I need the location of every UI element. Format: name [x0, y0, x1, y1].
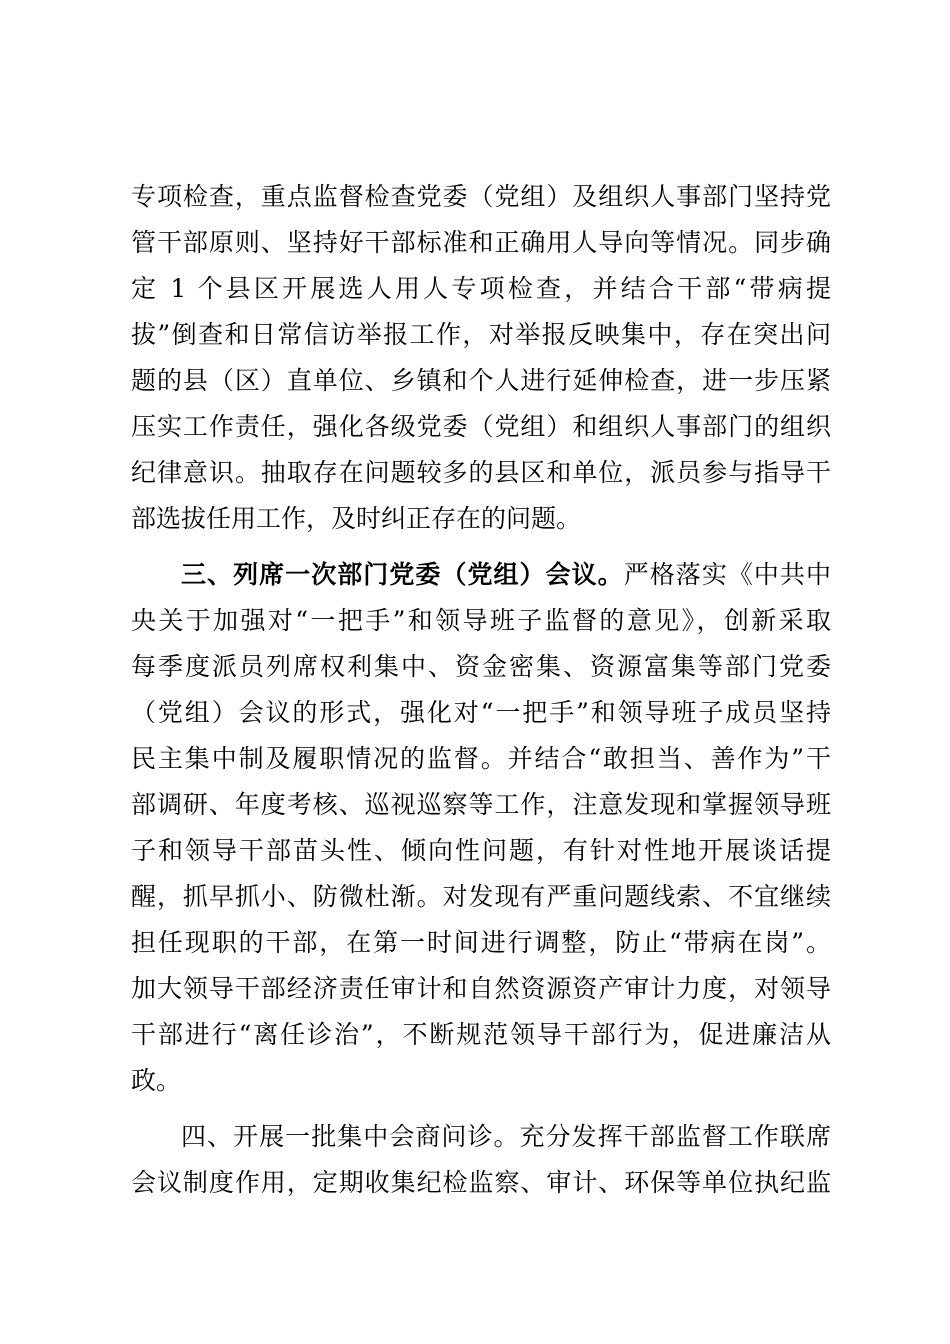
text-line-first: [181, 555, 831, 595]
text-line: 纪律意识。抽取存在问题较多的县区和单位，派员参与指导干: [131, 458, 831, 487]
text-line: 管干部原则、坚持好干部标准和正确用人导向等情况。同步确: [131, 228, 831, 257]
text-line: 子和领导干部苗头性、倾向性问题，有针对性地开展谈话提: [131, 836, 831, 865]
text-line: 部选拔任用工作，及时纠正存在的问题。: [131, 504, 582, 533]
text-line: 专项检查，重点监督检查党委（党组）及组织人事部门坚持党: [131, 182, 831, 211]
text-line: 醒，抓早抓小、防微杜渐。对发现有严重问题线索、不宜继续: [131, 882, 831, 911]
text-line: 题的县（区）直单位、乡镇和个人进行延伸检查，进一步压紧: [131, 366, 831, 395]
section-heading: 三、列席一次部门党委（党组）会议。: [181, 560, 624, 589]
text-line: 央关于加强对“一把手”和领导班子监督的意见》，创新采取: [131, 606, 831, 635]
text-line: 拔”倒查和日常信访举报工作，对举报反映集中，存在突出问: [131, 320, 831, 349]
text-line: （党组）会议的形式，强化对“一把手”和领导班子成员坚持: [131, 698, 831, 727]
text-line: 每季度派员列席权利集中、资金密集、资源富集等部门党委: [131, 652, 831, 681]
text-line: 会议制度作用，定期收集纪检监察、审计、环保等单位执纪监: [131, 1168, 831, 1197]
text-line: 压实工作责任，强化各级党委（党组）和组织人事部门的组织: [131, 412, 831, 441]
text-line: 部调研、年度考核、巡视巡察等工作，注意发现和掌握领导班: [131, 790, 831, 819]
text-line: 民主集中制及履职情况的监督。并结合“敢担当、善作为”干: [131, 744, 831, 773]
text-line: 加大领导干部经济责任审计和自然资源资产审计力度，对领导: [131, 974, 831, 1003]
text-line: 担任现职的干部，在第一时间进行调整，防止“带病在岗”。: [131, 928, 831, 957]
text-line: 定 1 个县区开展选人用人专项检查，并结合干部“带病提: [131, 274, 831, 303]
text-line: 政。: [131, 1066, 182, 1095]
text-line: 干部进行“离任诊治”，不断规范领导干部行为，促进廉洁从: [131, 1020, 831, 1049]
text-line-first: 四、开展一批集中会商问诊。充分发挥干部监督工作联席: [181, 1122, 831, 1151]
text-run: 严格落实《中共中: [623, 560, 831, 589]
